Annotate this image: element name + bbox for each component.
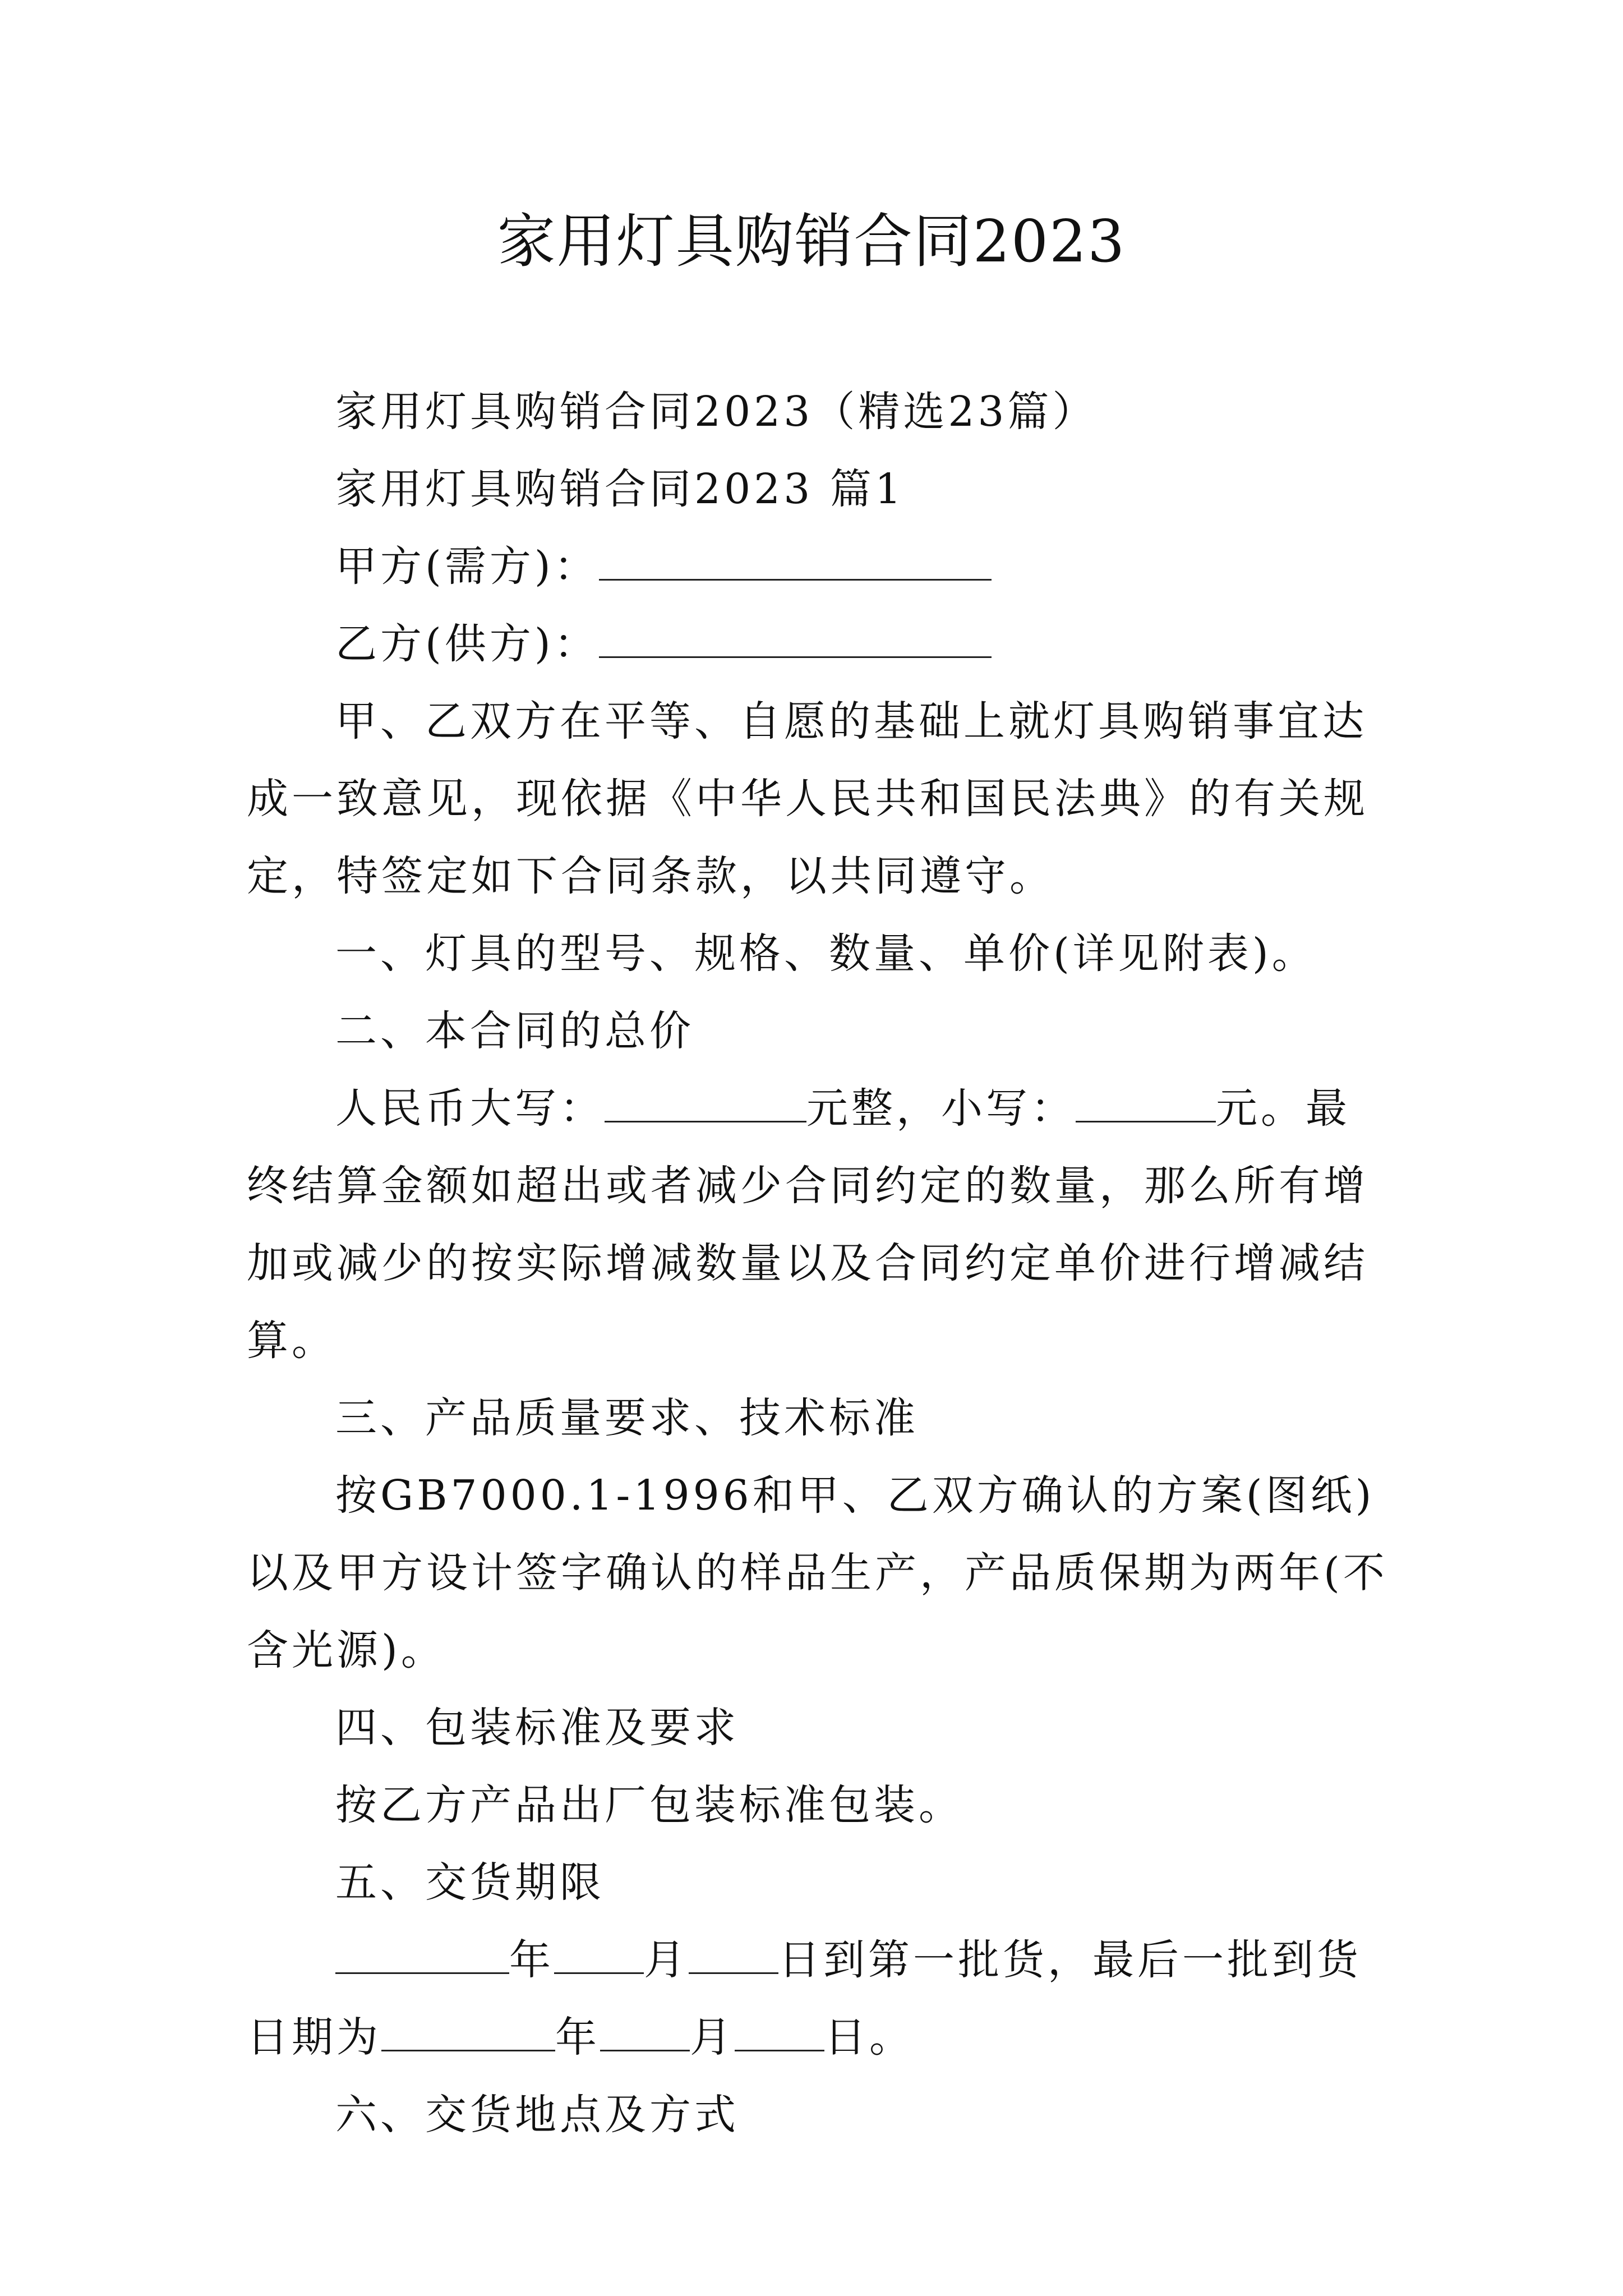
month-label: 月 <box>644 1936 689 1984</box>
price-mid: 元整，小写： <box>806 1084 1076 1133</box>
price-paragraph <box>247 1070 1391 1379</box>
party-b-label: 乙方(供方)： <box>335 620 599 668</box>
party-b-line <box>247 605 1391 683</box>
price-uppercase-blank <box>605 1088 806 1122</box>
clause-3-heading: 三、产品质量要求、技术标准 <box>335 1394 919 1442</box>
clause-1: 一、灯具的型号、规格、数量、单价(详见附表)。 <box>335 930 1317 978</box>
clause-5-heading: 五、交货期限 <box>335 1858 605 1907</box>
clause-2-heading: 二、本合同的总价 <box>335 1007 694 1055</box>
page-title: 家用灯具购销合同2023 <box>497 207 1126 275</box>
subtitle: 家用灯具购销合同2023（精选23篇） <box>335 388 1098 436</box>
day-first-text: 日到第一批货，最后一批到货日期为 <box>247 1936 1362 2062</box>
day-last-text: 日。 <box>824 2013 914 2062</box>
price-suffix: 元。最终结算金额如超出或者减少合同约定的数量，那么所有增加或减少的按实际增减数量以及合同约定单价进行增减结算。 <box>247 1084 1368 1365</box>
party-a-line <box>247 528 1391 605</box>
clause-4-body: 按乙方产品出厂包装标准包装。 <box>335 1781 963 1829</box>
price-lowercase-blank <box>1076 1088 1216 1122</box>
party-a-blank <box>599 546 992 581</box>
month-label-2: 月 <box>690 2013 735 2062</box>
clause-4-heading: 四、包装标准及要求 <box>335 1704 739 1752</box>
first-month-blank <box>554 1940 644 1974</box>
party-b-blank <box>599 624 992 658</box>
first-year-blank <box>335 1940 509 1974</box>
intro-paragraph: 甲、乙双方在平等、自愿的基础上就灯具购销事宜达成一致意见，现依据《中华人民共和国民法典》的有关规定，特签定如下合同条款，以共同遵守。 <box>247 697 1368 900</box>
section-heading: 家用灯具购销合同2023 篇1 <box>335 465 905 513</box>
first-day-blank <box>689 1940 778 1974</box>
price-prefix: 人民币大写： <box>335 1084 605 1133</box>
delivery-dates <box>247 1921 1391 2076</box>
last-day-blank <box>735 2017 824 2051</box>
year-label: 年 <box>509 1936 554 1984</box>
last-year-blank <box>381 2017 555 2051</box>
document-body <box>247 373 1391 2154</box>
year-label-2: 年 <box>555 2013 600 2062</box>
clause-6-heading: 六、交货地点及方式 <box>335 2091 739 2139</box>
last-month-blank <box>600 2017 690 2051</box>
party-a-label: 甲方(需方)： <box>335 542 599 591</box>
clause-3-body: 按GB7000.1-1996和甲、乙双方确认的方案(图纸)以及甲方设计签字确认的样品生产，产品质保期为两年(不含光源)。 <box>247 1471 1388 1674</box>
